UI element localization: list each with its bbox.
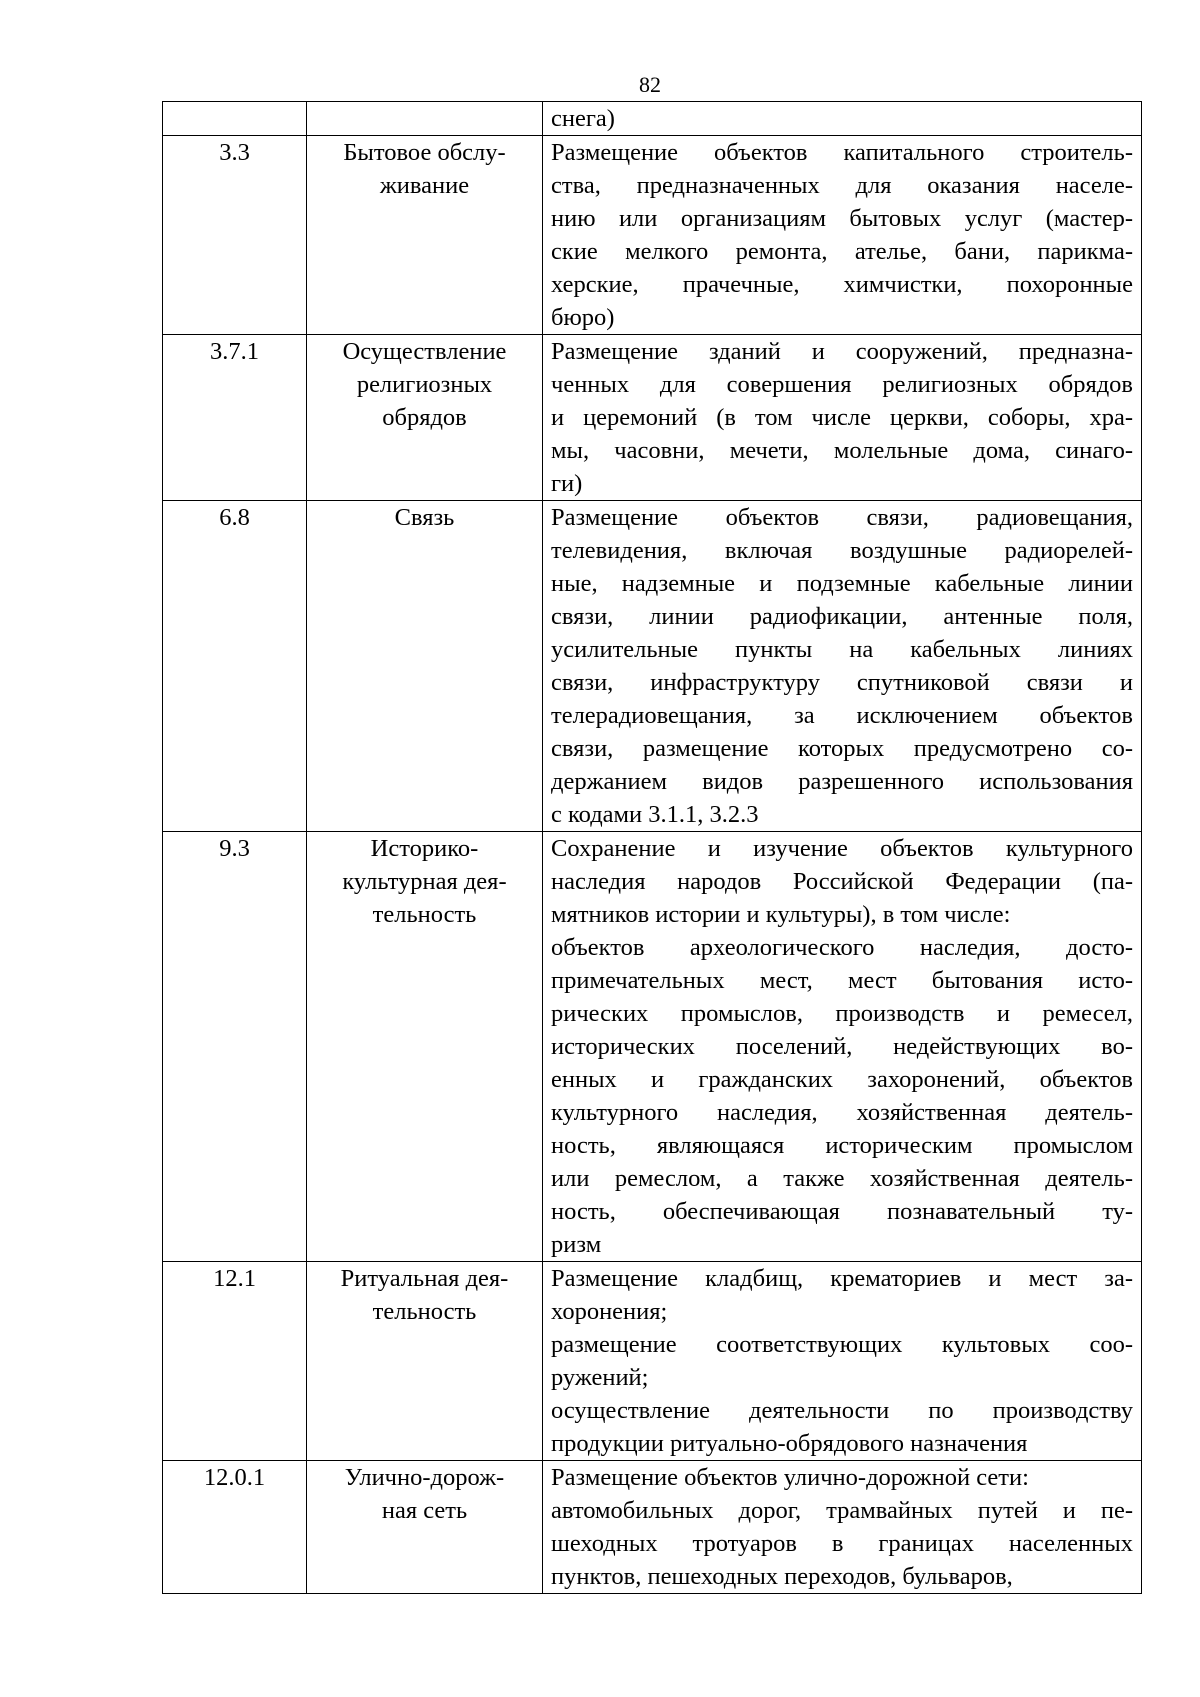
use-code-cell: 3.3 — [163, 136, 307, 335]
use-description-line: херские, прачечные, химчистки, похоронные — [551, 271, 1133, 298]
use-description-line: усилительные пункты на кабельных линиях — [551, 636, 1133, 663]
use-name-line: Ритуальная дея- — [340, 1265, 509, 1292]
use-name-line: тельность — [372, 901, 477, 928]
use-description-line: Размещение объектов улично-дорожной сети: — [551, 1464, 1029, 1491]
use-description-cell — [543, 335, 1142, 501]
use-description-line: связи, инфраструктуру спутниковой связи и — [551, 669, 1133, 696]
use-description-line: ность, обеспечивающая познавательный ту- — [551, 1198, 1133, 1225]
use-description-line: ги) — [551, 470, 583, 497]
use-name-line: религиозных — [356, 371, 493, 398]
use-description-cell — [543, 1461, 1142, 1594]
use-description-line: размещение соответствующих культовых соо- — [551, 1331, 1133, 1358]
use-description-line: связи, линии радиофикации, антенные поля, — [551, 603, 1133, 630]
use-description-line: мятников истории и культуры), в том числе: — [551, 901, 1011, 928]
use-name-cell — [307, 832, 543, 1262]
use-description-line: Сохранение и изучение объектов культурного — [551, 835, 1133, 862]
table-row — [163, 335, 1142, 501]
use-description-line: осуществление деятельности по производству — [551, 1397, 1133, 1424]
table-body — [163, 102, 1142, 1594]
use-description-line: Размещение объектов капитального строитель- — [551, 139, 1133, 166]
use-description-line: хоронения; — [551, 1298, 668, 1325]
use-name-cell — [307, 501, 543, 832]
use-name-line: Историко- — [370, 835, 479, 862]
use-description-line: объектов археологического наследия, досто- — [551, 934, 1133, 961]
use-description-line: ность, являющаяся историческим промыслом — [551, 1132, 1133, 1159]
use-description-line: связи, размещение которых предусмотрено со- — [551, 735, 1133, 762]
use-description-line: автомобильных дорог, трамвайных путей и пе- — [551, 1497, 1133, 1524]
use-name-line: Бытовое обслу- — [343, 139, 506, 166]
page-number: 82 — [639, 72, 661, 97]
table-row — [163, 136, 1142, 335]
use-code-cell: 12.1 — [163, 1262, 307, 1461]
use-description-line: ризм — [551, 1231, 602, 1258]
use-code-cell: 6.8 — [163, 501, 307, 832]
table-row — [163, 832, 1142, 1262]
use-description-line: Размещение объектов связи, радиовещания, — [551, 504, 1133, 531]
table-row — [163, 102, 1142, 136]
use-description-line: рических промыслов, производств и ремесел, — [551, 1000, 1133, 1027]
use-description-line: продукции ритуально-обрядового назначения — [551, 1430, 1028, 1457]
use-description-line: Размещение кладбищ, крематориев и мест за- — [551, 1265, 1133, 1292]
use-description-line: культурного наследия, хозяйственная деятель- — [551, 1099, 1133, 1126]
table-row — [163, 1262, 1142, 1461]
use-description-line: и церемоний (в том числе церкви, соборы, хра- — [551, 404, 1133, 431]
use-name-line: ная сеть — [381, 1497, 468, 1524]
use-description-line: исторических поселений, недействующих во- — [551, 1033, 1133, 1060]
use-description-line: снега) — [551, 105, 615, 132]
table-row — [163, 1461, 1142, 1594]
use-description-line: примечательных мест, мест бытования исто- — [551, 967, 1133, 994]
use-description-line: шеходных тротуаров в границах населенных — [551, 1530, 1133, 1557]
use-description-line: пунктов, пешеходных переходов, бульваров, — [551, 1563, 1013, 1590]
use-name-line: Улично-дорож- — [344, 1464, 505, 1491]
use-description-line: ружений; — [551, 1364, 649, 1391]
use-name-cell — [307, 1262, 543, 1461]
use-description-line: Размещение зданий и сооружений, предназна- — [551, 338, 1133, 365]
use-code-cell: 12.0.1 — [163, 1461, 307, 1594]
land-use-table — [162, 101, 1142, 1594]
use-description-cell — [543, 1262, 1142, 1461]
use-description-line: ские мелкого ремонта, ателье, бани, парикма- — [551, 238, 1133, 265]
table-row — [163, 501, 1142, 832]
use-description-cell — [543, 832, 1142, 1262]
use-description-line: ченных для совершения религиозных обрядов — [551, 371, 1133, 398]
use-name-cell — [307, 102, 543, 136]
use-name-line: культурная дея- — [342, 868, 507, 895]
use-description-cell — [543, 501, 1142, 832]
use-description-line: нию или организациям бытовых услуг (мастер- — [551, 205, 1133, 232]
use-description-line: с кодами 3.1.1, 3.2.3 — [551, 801, 759, 828]
use-description-line: енных и гражданских захоронений, объектов — [551, 1066, 1133, 1093]
use-name-line: живание — [379, 172, 470, 199]
use-name-line: обрядов — [382, 404, 467, 431]
use-name-line: тельность — [372, 1298, 477, 1325]
use-description-line: мы, часовни, мечети, молельные дома, синаго- — [551, 437, 1133, 464]
use-description-line: или ремеслом, а также хозяйственная деятель- — [551, 1165, 1133, 1192]
use-name-line: Связь — [394, 504, 455, 531]
use-description-line: бюро) — [551, 304, 615, 331]
use-description-line: телерадиовещания, за исключением объектов — [551, 702, 1133, 729]
use-code-cell — [163, 102, 307, 136]
use-description-cell — [543, 136, 1142, 335]
use-name-line: Осуществление — [342, 338, 507, 365]
use-name-cell — [307, 335, 543, 501]
use-code-cell: 3.7.1 — [163, 335, 307, 501]
use-description-line: ства, предназначенных для оказания населе- — [551, 172, 1133, 199]
use-description-cell — [543, 102, 1142, 136]
use-description-line: ные, надземные и подземные кабельные линии — [551, 570, 1133, 597]
use-description-line: держанием видов разрешенного использования — [551, 768, 1133, 795]
use-name-cell — [307, 136, 543, 335]
use-description-line: наследия народов Российской Федерации (па- — [551, 868, 1133, 895]
use-description-line: телевидения, включая воздушные радиорелей- — [551, 537, 1133, 564]
use-code-cell: 9.3 — [163, 832, 307, 1262]
use-name-cell — [307, 1461, 543, 1594]
